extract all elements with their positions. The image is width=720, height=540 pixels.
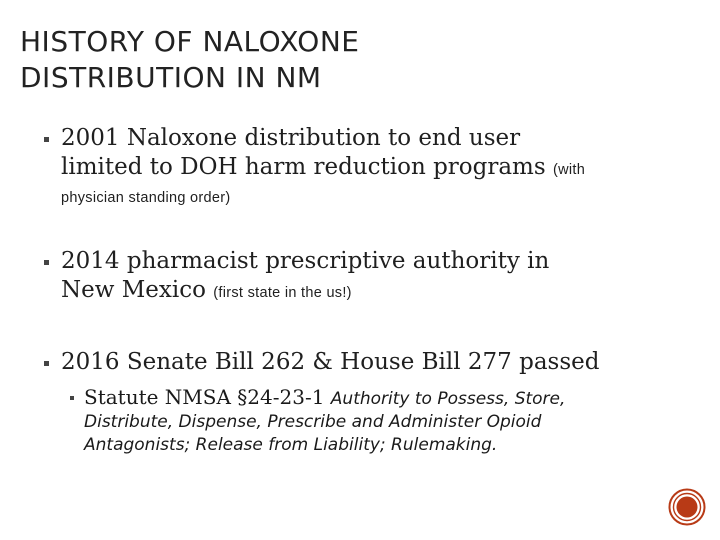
statute-lead: Statute NMSA §24-23-1: [84, 385, 325, 409]
bullet-2001-note-b: physician standing order): [61, 190, 231, 206]
bullet-marker: [44, 361, 49, 366]
sub-bullet-marker: [70, 396, 74, 400]
statute-title-b: Distribute, Dispense, Prescribe and Administer Opioid: [84, 412, 542, 432]
bullet-marker: [44, 137, 49, 142]
bullet-2014-text: [61, 247, 684, 305]
bullet-2014: [44, 247, 684, 305]
sub-bullet-line1-wrap: [84, 386, 670, 411]
sub-bullet-statute-text: [84, 386, 670, 457]
sub-bullet-statute: [70, 386, 670, 457]
bullet-2001-line2: limited to DOH harm reduction programs: [61, 154, 546, 180]
statute-title-c: Antagonists; Release from Liability; Rulemaking.: [84, 435, 498, 455]
bullet-2016-line1: 2016 Senate Bill 262 & House Bill 277 passed: [61, 349, 600, 375]
bullet-2001: [44, 124, 684, 208]
slide-title: [20, 24, 580, 96]
bullet-2014-line1: 2014 pharmacist prescriptive authority in: [61, 248, 550, 274]
bullet-2001-note-a: (with: [553, 162, 586, 178]
bullet-2001-line1: 2001 Naloxone distribution to end user: [61, 125, 521, 151]
bullet-2001-line2-wrap: [61, 153, 684, 182]
bullet-2016: [44, 348, 684, 377]
bullet-2001-text: [61, 124, 684, 208]
bullet-marker: [44, 260, 49, 265]
bullet-2014-note: (first state in the us!): [213, 285, 352, 301]
slide-title-line2: DISTRIBUTION IN NM: [20, 61, 322, 94]
circular-logo-icon: [668, 488, 706, 526]
bullet-2014-line2-wrap: [61, 276, 684, 305]
statute-title-a: Authority to Possess, Store,: [330, 389, 566, 409]
bullet-2014-line2: New Mexico: [61, 277, 206, 303]
slide-title-line1: HISTORY OF NALOXONE: [20, 25, 360, 58]
